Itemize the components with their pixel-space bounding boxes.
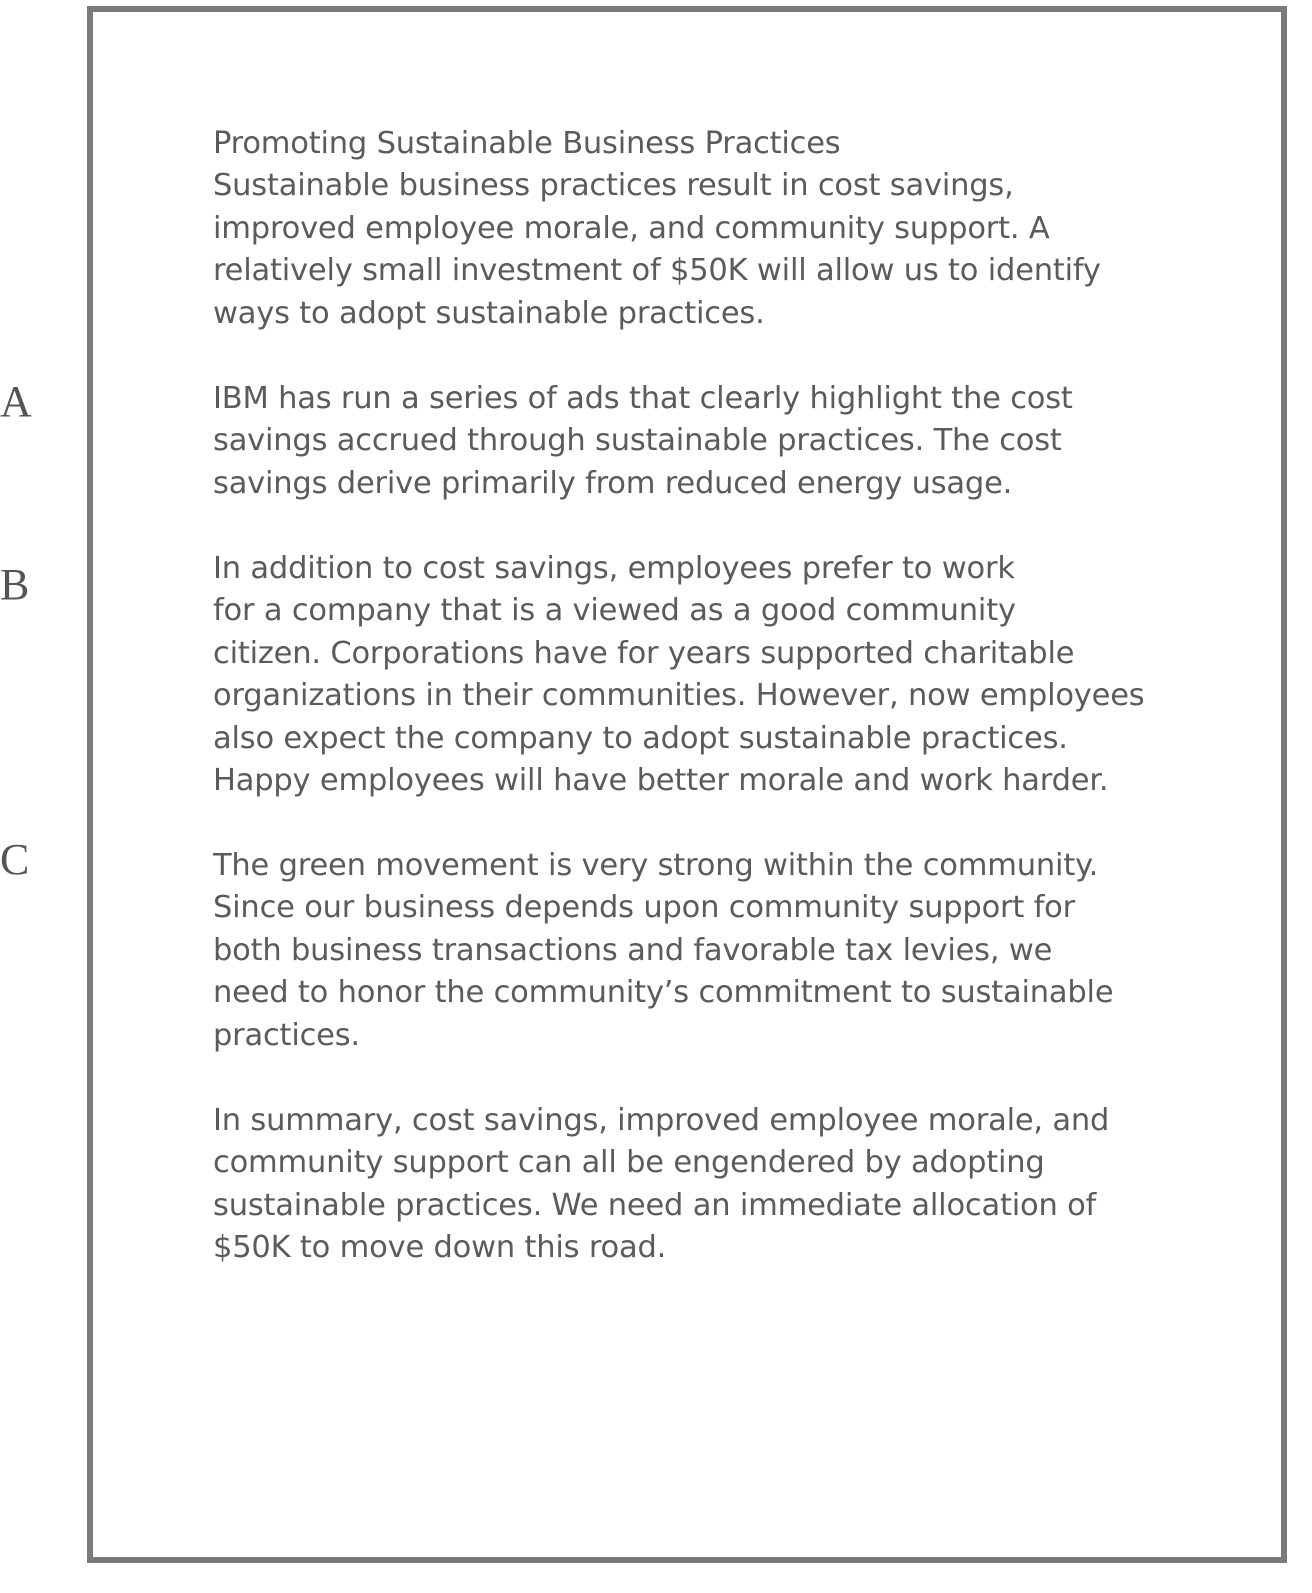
paragraph-b-line: Happy employees will have better morale and work harder. [213, 763, 1109, 799]
paragraph-c-line: need to honor the community’s commitment to sustainable [213, 975, 1114, 1011]
paragraph-a-line: IBM has run a series of ads that clearly highlight the cost [213, 381, 1073, 416]
title-and-intro [213, 123, 1173, 335]
paragraph-b-line: organizations in their communities. However, now employees [213, 678, 1145, 714]
intro-line: Sustainable business practices result in cost savings, [213, 168, 1014, 204]
summary-line: In summary, cost savings, improved employee morale, and [213, 1103, 1110, 1138]
intro-line: relatively small investment of $50K will allow us to identify [213, 253, 1101, 289]
paragraph-c-line: practices. [213, 1017, 360, 1053]
paragraph-c [213, 845, 1173, 1057]
summary-paragraph [213, 1100, 1173, 1270]
paragraph-c-line: Since our business depends upon community support for [213, 890, 1075, 926]
paragraph-b-line: for a company that is a viewed as a good community [213, 593, 1016, 629]
summary-line: sustainable practices. We need an immediate allocation of [213, 1187, 1097, 1223]
paragraph-b-line: In addition to cost savings, employees prefer to work [213, 551, 1015, 586]
summary-line: $50K to move down this road. [213, 1230, 667, 1266]
paragraph-a-line: savings derive primarily from reduced energy usage. [213, 465, 1013, 501]
intro-line: improved employee morale, and community support. A [213, 210, 1050, 246]
margin-marker-c: C [0, 835, 30, 884]
paragraph-a [213, 378, 1173, 505]
paragraph-b-line: citizen. Corporations have for years supported charitable [213, 635, 1075, 671]
intro-line: ways to adopt sustainable practices. [213, 295, 765, 331]
paragraph-c-line: The green movement is very strong within the community. [213, 848, 1099, 883]
margin-marker-a: A [0, 377, 32, 426]
paragraph-b-line: also expect the company to adopt sustainable practices. [213, 720, 1068, 756]
paragraph-a-line: savings accrued through sustainable practices. The cost [213, 423, 1062, 459]
document-title: Promoting Sustainable Business Practices [213, 126, 841, 161]
paragraph-c-line: both business transactions and favorable tax levies, we [213, 932, 1053, 968]
summary-line: community support can all be engendered by adopting [213, 1145, 1045, 1181]
paragraph-b [213, 548, 1173, 802]
margin-marker-b: B [0, 560, 30, 609]
